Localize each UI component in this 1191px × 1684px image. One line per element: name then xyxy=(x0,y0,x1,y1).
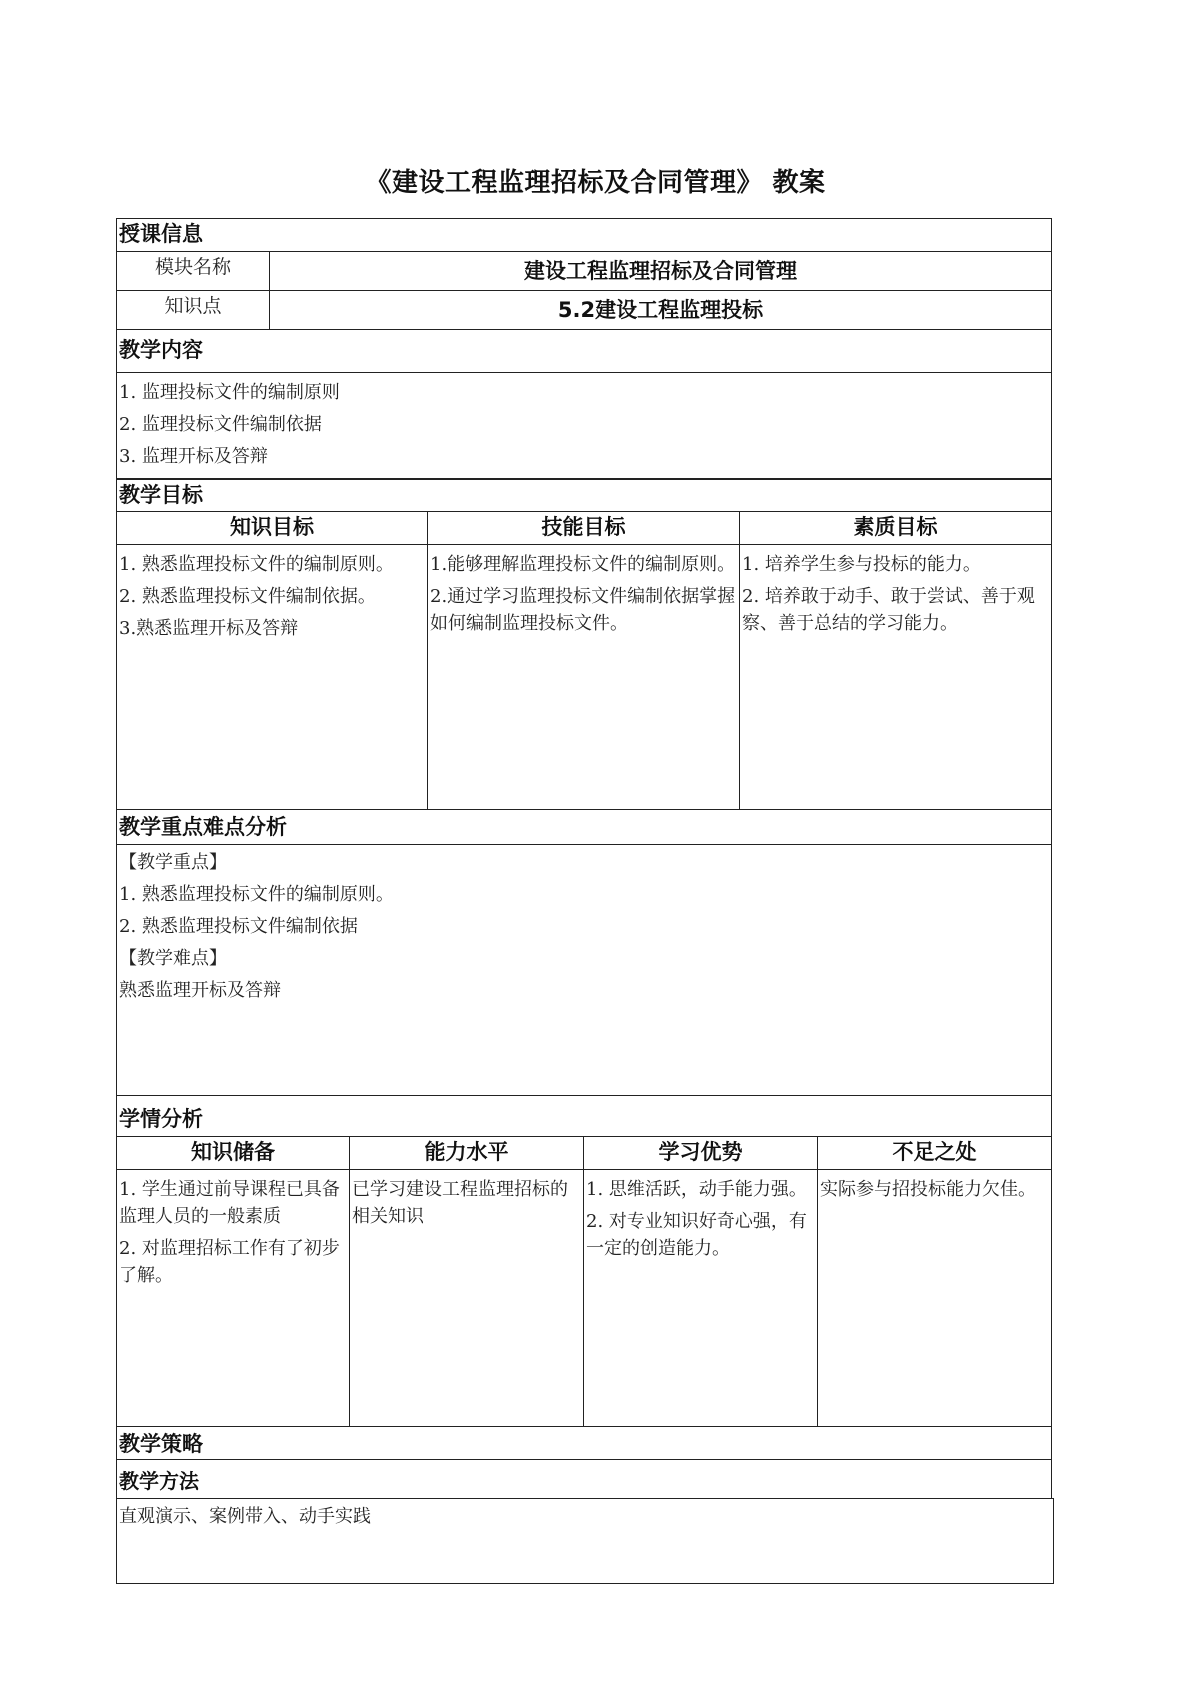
list-item: 2.通过学习监理投标文件编制依据掌握如何编制监理投标文件。 xyxy=(430,586,736,634)
goals-quality-cell xyxy=(739,544,1052,810)
list-item: 2. 熟悉监理投标文件编制依据。 xyxy=(119,586,376,607)
method-text: 直观演示、案例带入、动手实践 xyxy=(119,1506,371,1527)
difficulty-text: 熟悉监理开标及答辩 xyxy=(119,980,281,1001)
section-title: 授课信息 xyxy=(119,222,203,246)
column-header: 学习优势 xyxy=(658,1140,743,1164)
section-title: 学情分析 xyxy=(119,1107,203,1131)
section-content xyxy=(116,329,1052,373)
module-value-cell xyxy=(269,251,1052,291)
content-list xyxy=(116,372,1052,480)
analysis-ability-cell xyxy=(349,1169,584,1427)
analysis-knowledge-cell xyxy=(116,1169,350,1427)
analysis-advantage-cell xyxy=(583,1169,818,1427)
column-header: 技能目标 xyxy=(541,515,626,539)
analysis-header-shortage xyxy=(817,1136,1052,1170)
column-header: 知识目标 xyxy=(230,515,314,539)
list-item: 2. 对专业知识好奇心强，有一定的创造能力。 xyxy=(586,1211,807,1259)
module-label: 模块名称 xyxy=(154,256,231,278)
analysis-header-advantage xyxy=(583,1136,818,1170)
section-title: 教学目标 xyxy=(119,483,203,507)
list-item: 实际参与招投标能力欠佳。 xyxy=(820,1179,1036,1200)
section-title: 教学策略 xyxy=(119,1432,203,1456)
list-item: 1. 思维活跃，动手能力强。 xyxy=(586,1179,807,1200)
section-title: 教学内容 xyxy=(119,338,203,362)
column-header: 能力水平 xyxy=(424,1140,509,1164)
difficulty-label: 【教学难点】 xyxy=(119,948,227,969)
list-item: 1.能够理解监理投标文件的编制原则。 xyxy=(430,554,736,575)
module-label-cell xyxy=(116,251,270,291)
list-item: 已学习建设工程监理招标的相关知识 xyxy=(352,1179,568,1227)
keypoints-body xyxy=(116,844,1052,1096)
focus-label: 【教学重点】 xyxy=(119,852,227,873)
kp-value-cell xyxy=(269,290,1052,330)
list-item: 2. 培养敢于动手、敢于尝试、善于观察、善于总结的学习能力。 xyxy=(742,586,1035,634)
kp-label: 知识点 xyxy=(164,295,222,317)
analysis-shortage-cell xyxy=(817,1169,1052,1427)
goals-skill-cell xyxy=(427,544,740,810)
list-item: 3.熟悉监理开标及答辩 xyxy=(119,618,299,639)
analysis-header-knowledge xyxy=(116,1136,350,1170)
analysis-header-ability xyxy=(349,1136,584,1170)
list-item: 1. 监理投标文件的编制原则 xyxy=(119,382,340,403)
list-item: 3. 监理开标及答辩 xyxy=(119,446,268,467)
section-keypoints xyxy=(116,809,1052,845)
page-title: 《建设工程监理招标及合同管理》 教案 xyxy=(365,168,826,198)
list-item: 1. 学生通过前导课程已具备监理人员的一般素质 xyxy=(119,1179,340,1227)
column-header: 不足之处 xyxy=(892,1140,977,1164)
goals-header-knowledge xyxy=(116,511,428,545)
method-label: 教学方法 xyxy=(119,1469,199,1493)
list-item: 1. 熟悉监理投标文件的编制原则。 xyxy=(119,884,394,905)
goals-header-skill xyxy=(427,511,740,545)
list-item: 1. 培养学生参与投标的能力。 xyxy=(742,554,981,575)
kp-label-cell xyxy=(116,290,270,330)
section-strategy xyxy=(116,1426,1052,1460)
kp-value: 5.2建设工程监理投标 xyxy=(557,298,764,322)
section-title: 教学重点难点分析 xyxy=(119,815,287,839)
method-label-cell xyxy=(116,1459,1052,1499)
list-item: 2. 监理投标文件编制依据 xyxy=(119,414,322,435)
list-item: 2. 对监理招标工作有了初步了解。 xyxy=(119,1238,340,1286)
section-analysis xyxy=(116,1095,1052,1137)
section-info xyxy=(116,218,1052,252)
list-item: 1. 熟悉监理投标文件的编制原则。 xyxy=(119,554,394,575)
section-goals xyxy=(116,478,1052,512)
method-body xyxy=(116,1498,1054,1584)
goals-knowledge-cell xyxy=(116,544,428,810)
list-item: 2. 熟悉监理投标文件编制依据 xyxy=(119,916,358,937)
module-value: 建设工程监理招标及合同管理 xyxy=(524,259,797,283)
goals-header-quality xyxy=(739,511,1052,545)
column-header: 素质目标 xyxy=(853,515,938,539)
column-header: 知识储备 xyxy=(191,1140,275,1164)
